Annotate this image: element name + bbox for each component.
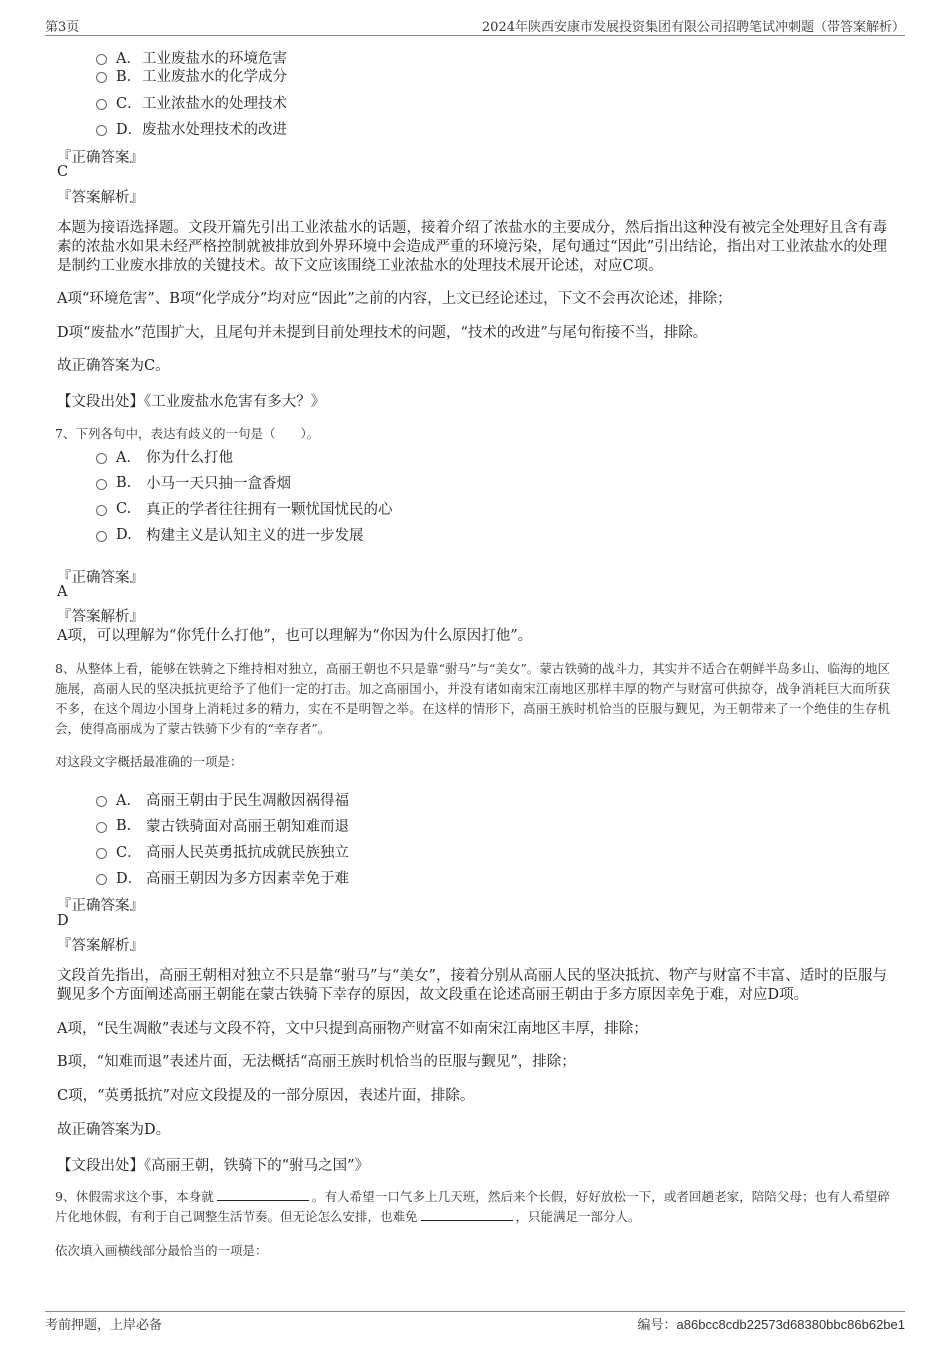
option-key: B. — [116, 474, 132, 491]
option-key: A． — [116, 793, 141, 809]
q8-prompt: 对这段文字概括最准确的一项是： — [55, 754, 243, 769]
option-text: 小马一天只抽一盒香烟 — [146, 476, 291, 492]
q7-analysis: A项，可以理解为“你凭什么打他”，也可以理解为“你因为什么原因打他”。 — [57, 628, 533, 644]
q6-option-b[interactable] — [96, 65, 287, 86]
q8-analysis-paragraph: 故正确答案为D。 — [57, 1122, 171, 1138]
option-text: 工业废盐水的环境危害 — [142, 51, 287, 67]
q6-analysis-label: 『答案解析』 — [57, 190, 144, 206]
document-id-label: 编号： — [637, 1318, 677, 1333]
q9-prompt: 依次填入画横线部分最恰当的一项是： — [55, 1243, 268, 1258]
option-key: C． — [116, 845, 142, 861]
q7-option-d[interactable] — [96, 524, 364, 545]
q7-answer: A — [57, 584, 68, 600]
radio-icon[interactable] — [96, 874, 107, 885]
radio-icon[interactable] — [96, 531, 107, 542]
q6-analysis-paragraph: A项“环境危害”、B项“化学成分”均对应“因此”之前的内容，上文已经论述过，下文不会再次论述，排除； — [57, 291, 732, 307]
option-key: B. — [116, 817, 132, 834]
document-title: 2024年陕西安康市发展投资集团有限公司招聘笔试冲刺题（带答案解析） — [481, 20, 905, 35]
q7-stem: 7、下列各句中，表达有歧义的一句是（ ）。 — [55, 426, 320, 441]
radio-icon[interactable] — [96, 125, 107, 136]
q9-stem-part: 。有人希望一口气多上几天班，然后来个长假，好好放松一下，或者回趟老家，陪陪父母；也有人希望碎片化地休假，有利于自己调整生活节奏。但无论怎么安排，也难免 — [55, 1189, 890, 1224]
q7-option-a[interactable] — [96, 446, 233, 467]
q7-option-b[interactable] — [96, 472, 291, 493]
option-key: D． — [116, 871, 143, 887]
option-text: 高丽人民英勇抵抗成就民族独立 — [146, 845, 349, 861]
q8-option-b[interactable] — [96, 815, 349, 836]
q8-source: 【文段出处】《高丽王朝，铁骑下的“驸马之国”》 — [57, 1158, 370, 1174]
q8-option-c[interactable] — [96, 841, 349, 862]
q9-stem-part: ，只能满足一部分人。 — [515, 1209, 641, 1224]
q6-answer-label: 『正确答案』 — [57, 150, 144, 166]
q8-analysis-paragraph: A项，“民生凋敝”表述与文段不符，文中只提到高丽物产财富不如南宋江南地区丰厚，排除； — [57, 1021, 648, 1037]
q8-stem: 8、从整体上看，能够在铁骑之下维持相对独立，高丽王朝也不只是靠“驸马”与“美女”。蒙古铁骑的战斗力，其实并不适合在朝鲜半岛多山、临海的地区施展，高丽人民的坚决抵抗更给予了他们一定的打击。加之高丽国小，并没有诸如南宋江南地区那样丰厚的物产与财富可供掠夺，战争消耗巨大而所获不多，在这个周边小国身上消耗过多的精力，实在不是明智之举。在这样的情形下，高丽王族时机恰当的臣服与觐见，为王朝带来了一个绝佳的生存机会，使得高丽成为了蒙古铁骑下少有的“幸存者”。 — [55, 661, 890, 736]
q6-option-d[interactable] — [96, 118, 287, 139]
option-text: 废盐水处理技术的改进 — [142, 122, 287, 138]
option-text: 高丽王朝因为多方因素幸免于难 — [146, 871, 349, 887]
radio-icon[interactable] — [96, 479, 107, 490]
radio-icon[interactable] — [96, 99, 107, 110]
q8-analysis-paragraph: 文段首先指出，高丽王朝相对独立不只是靠“驸马”与“美女”，接着分别从高丽人民的坚决抵抗、物产与财富不丰富、适时的臣服与觐见多个方面阐述高丽王朝能在蒙古铁骑下幸存的原因，故文段重在论述高丽王朝由于多方原因幸免于难，对应D项。 — [57, 968, 887, 1003]
q7-option-c[interactable] — [96, 498, 393, 519]
q6-source: 【文段出处】《工业废盐水危害有多大？》 — [57, 394, 326, 410]
q8-answer-label: 『正确答案』 — [57, 898, 144, 914]
q8-analysis-label: 『答案解析』 — [57, 938, 144, 954]
option-key: A． — [116, 450, 141, 466]
option-text: 蒙古铁骑面对高丽王朝知难而退 — [146, 819, 349, 835]
q9-stem — [55, 1187, 890, 1227]
document-id-code: a86bcc8cdb22573d68380bbc86b62be1 — [676, 1317, 905, 1332]
q8-option-d[interactable] — [96, 867, 349, 888]
radio-icon[interactable] — [96, 72, 107, 83]
radio-icon[interactable] — [96, 822, 107, 833]
q6-answer: C — [57, 164, 69, 180]
option-text: 真正的学者往往拥有一颗忧国忧民的心 — [146, 502, 393, 518]
option-key: B． — [116, 69, 142, 85]
q8-analysis-paragraph: B项，“知难而退”表述片面，无法概括“高丽王族时机恰当的臣服与觐见”，排除； — [57, 1054, 576, 1070]
q8-option-a[interactable] — [96, 789, 349, 810]
option-key: D. — [116, 526, 132, 543]
q6-option-c[interactable] — [96, 92, 287, 113]
option-key: C. — [116, 500, 132, 517]
option-text: 构建主义是认知主义的进一步发展 — [146, 528, 364, 544]
option-key: C． — [116, 96, 142, 112]
fill-blank[interactable] — [421, 1208, 513, 1221]
option-text: 高丽王朝由于民生凋敝因祸得福 — [146, 793, 349, 809]
q9-stem-part: 9、休假需求这个事，本身就 — [55, 1189, 214, 1204]
q7-answer-label: 『正确答案』 — [57, 570, 144, 586]
fill-blank[interactable] — [217, 1188, 309, 1201]
radio-icon[interactable] — [96, 848, 107, 859]
radio-icon[interactable] — [96, 505, 107, 516]
q6-analysis-paragraph: 本题为接语选择题。文段开篇先引出工业浓盐水的话题，接着介绍了浓盐水的主要成分，然后指出这种没有被完全处理好且含有毒素的浓盐水如果未经严格控制就被排放到外界环境中会造成严重的环境污染，尾句通过“因此”引出结论，指出对工业浓盐水的处理是制约工业废水排放的关键技术。故下文应该围绕工业浓盐水的处理技术展开论述，对应C项。 — [57, 220, 887, 274]
q8-answer: D — [57, 913, 69, 929]
radio-icon[interactable] — [96, 453, 107, 464]
option-text: 工业浓盐水的处理技术 — [142, 96, 287, 112]
q6-analysis-paragraph: D项“废盐水”范围扩大，且尾句并未提到目前处理技术的问题，“技术的改进”与尾句衔接不当，排除。 — [57, 325, 708, 341]
q7-analysis-label: 『答案解析』 — [57, 609, 144, 625]
q8-analysis-paragraph: C项，“英勇抵抗”对应文段提及的一部分原因，表述片面，排除。 — [57, 1088, 475, 1104]
option-key: D． — [116, 122, 143, 138]
document-id — [638, 1314, 905, 1333]
q6-analysis-paragraph: 故正确答案为C。 — [57, 358, 170, 374]
radio-icon[interactable] — [96, 796, 107, 807]
footer-slogan: 考前押题，上岸必备 — [45, 1318, 163, 1333]
option-text: 你为什么打他 — [146, 450, 233, 466]
option-key: A． — [116, 51, 141, 67]
header-divider — [45, 35, 905, 36]
footer-divider — [45, 1311, 905, 1312]
option-text: 工业废盐水的化学成分 — [142, 69, 287, 85]
page-number: 第3页 — [45, 20, 80, 35]
radio-icon[interactable] — [96, 54, 107, 65]
